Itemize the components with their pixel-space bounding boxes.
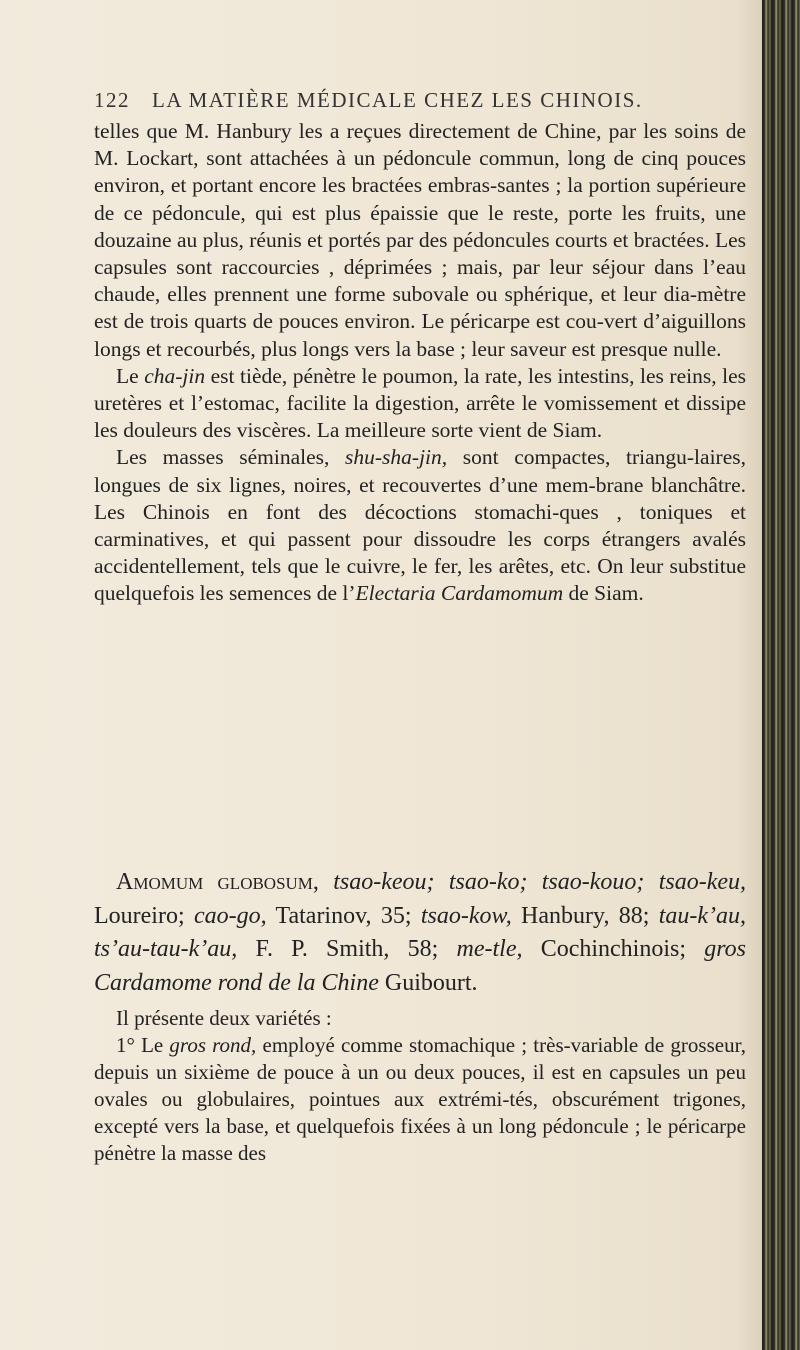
- body-text: [94, 118, 746, 608]
- paragraph-1: telles que M. Hanbury les a reçues directement de Chine, par les soins de M. Lockart, sont attachées à un pédoncule commun, long de cinq pouces environ, et portant encore les bractées embras-santes ; la portion supérieure de ce pédoncule, qui est plus épaissie que le reste, porte les fruits, une douzaine au plus, réunis et portés par des pédoncules courts et bractées. Les capsules sont raccourcies , déprimées ; mais, par leur séjour dans l’eau chaude, elles prennent une forme subovale ou sphérique, et leur dia-mètre est de trois quarts de pouces environ. Le péricarpe est cou-vert d’aiguillons longs et recourbés, plus longs vers la base ; leur saveur est presque nulle.: [94, 119, 746, 361]
- paragraph-2: Le cha-jin est tiède, pénètre le poumon, la rate, les intestins, les reins, les uretères et l’estomac, facilite la digestion, arrête le vomissement et dissipe les douleurs des viscères. La meilleure sorte vient de Siam.: [94, 363, 746, 443]
- page-number: 122: [94, 88, 130, 112]
- species-entry: Amomum globosum, tsao-keou; tsao-ko; tsao-kouo; tsao-keu, Loureiro; cao-go, Tatarinov, 35; tsao-kow, Hanbury, 88; tau-k’au, ts’au-tau-k’au, F. P. Smith, 58; me-tle, Cochinchinois; gros Cardamome rond de la Chine Guibourt.: [94, 869, 747, 996]
- page-edge: [762, 0, 800, 1350]
- running-header: [94, 88, 754, 113]
- running-title: LA MATIÈRE MÉDICALE CHEZ LES CHINOIS.: [152, 88, 643, 112]
- paragraph-5: 1° Le gros rond, employé comme stomachique ; très-variable de grosseur, depuis un sixième de pouce à un ou deux pouces, il est en capsules un peu ovales ou globulaires, pointues aux extrémi-tés, obscurément trigones, excepté vers la base, et quelquefois fixées à un long pédoncule ; le péricarpe pénètre la masse des: [94, 1033, 746, 1165]
- paragraph-3: Les masses séminales, shu-sha-jin, sont compactes, triangu-laires, longues de six lignes, noires, et recouvertes d’une mem-brane blanchâtre. Les Chinois en font des décoctions stomachi-ques , toniques et carminatives, et qui passent pour dissoudre les corps étrangers avalés accidentellement, tels que le cuivre, le fer, les arêtes, etc. On leur substitue quelquefois les semences de l’Electaria Cardamomum de Siam.: [94, 445, 746, 606]
- paragraph-4: Il présente deux variétés :: [116, 1006, 332, 1030]
- varieties-text: [94, 1005, 746, 1167]
- entry-head: Amomum globosum,: [116, 869, 319, 895]
